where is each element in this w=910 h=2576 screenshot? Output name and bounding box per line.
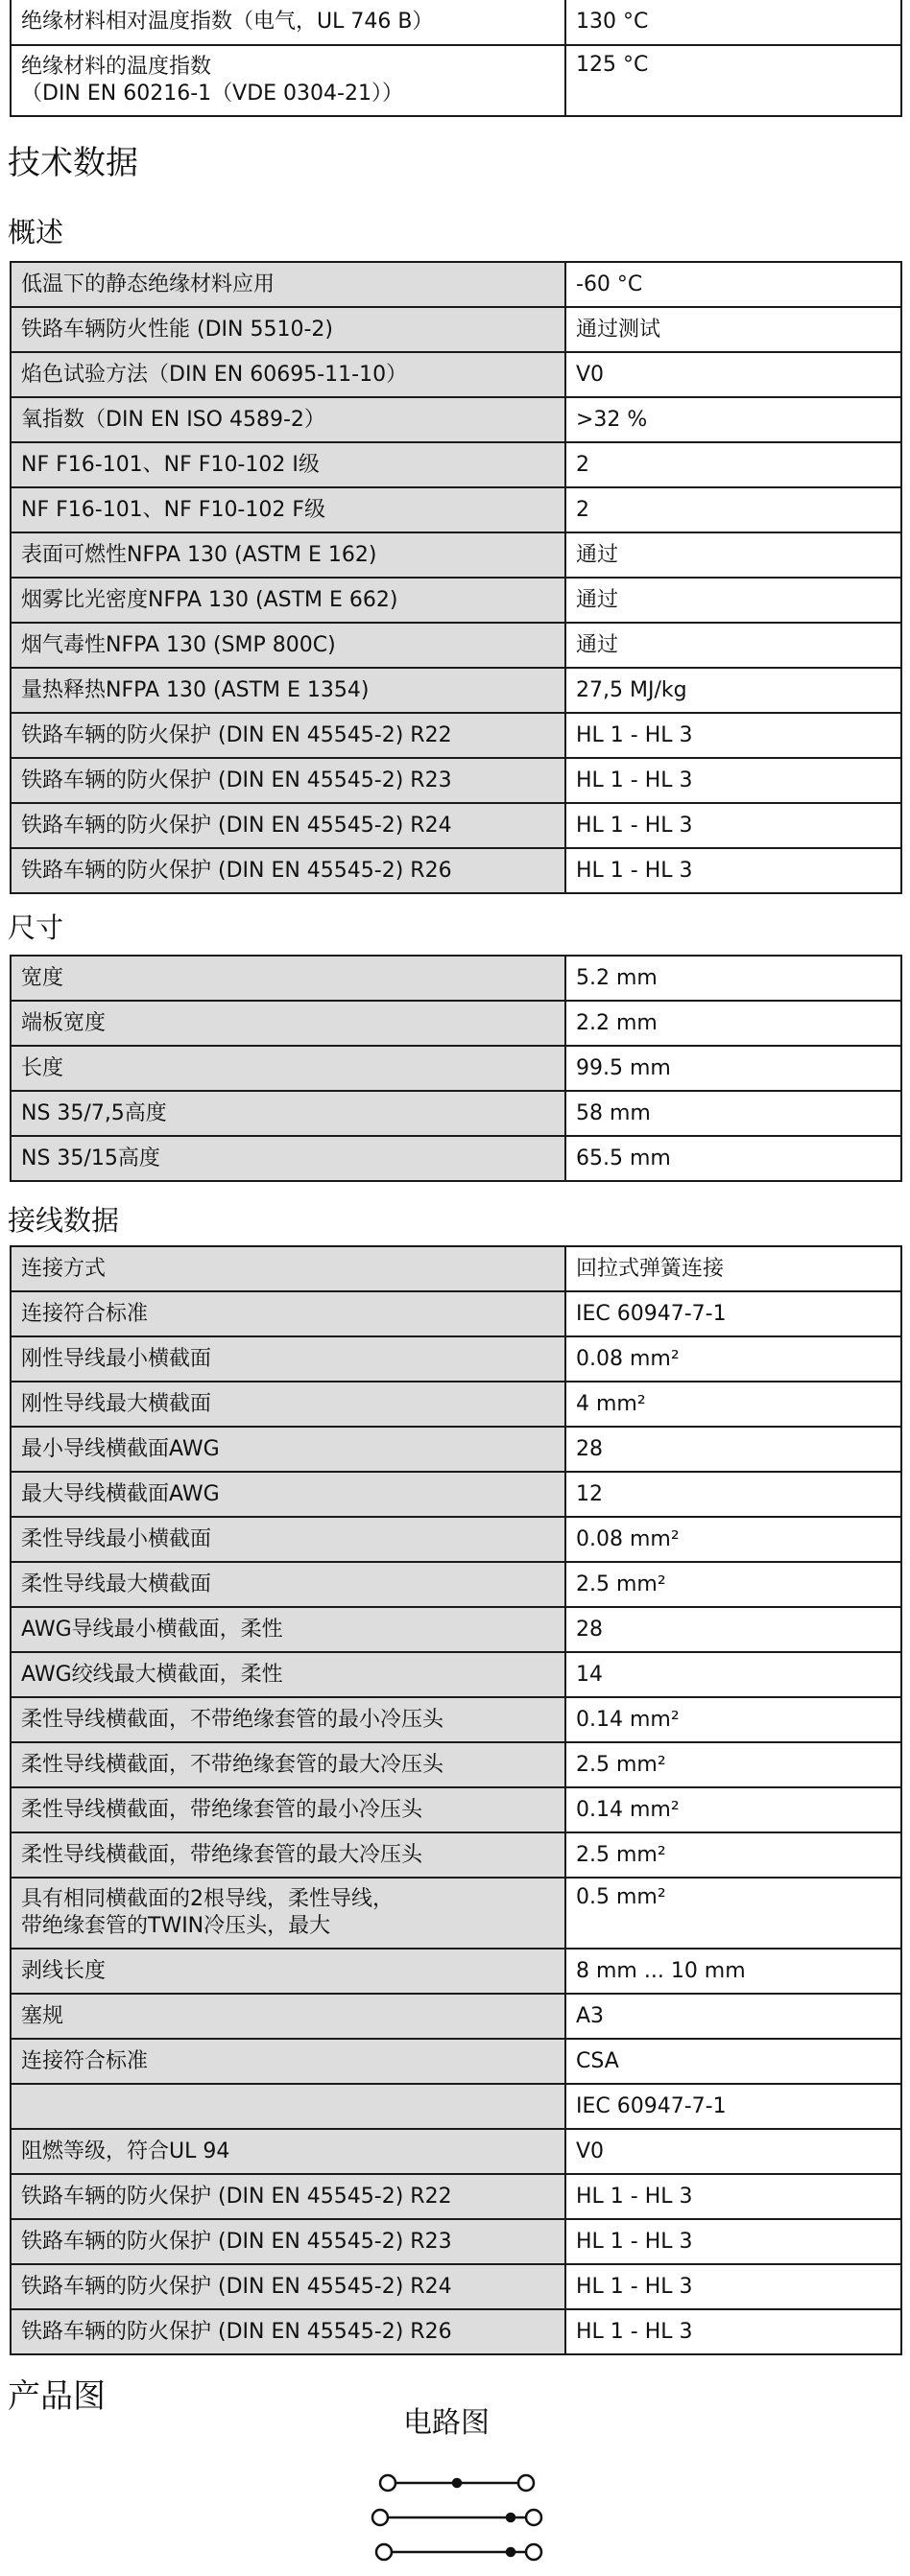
- row-label-line: （DIN EN 60216-1（VDE 0304-21））: [21, 82, 403, 106]
- row-label: 塞规: [11, 1994, 565, 2039]
- row-value: 通过: [565, 578, 901, 623]
- row-value: 0.14 mm²: [565, 1697, 901, 1742]
- table-row: [11, 397, 901, 442]
- row-value: HL 1 - HL 3: [565, 2309, 901, 2354]
- table-row: [11, 1046, 901, 1091]
- row-value: A3: [565, 1994, 901, 2039]
- row-label: 柔性导线横截面，不带绝缘套管的最大冷压头: [11, 1742, 565, 1787]
- dimensions-table: [10, 955, 902, 1182]
- table-row: [11, 2039, 901, 2084]
- row-label: 表面可燃性NFPA 130 (ASTM E 162): [11, 532, 565, 578]
- table-row: [11, 352, 901, 397]
- circuit-diagram-icon: [365, 2456, 557, 2571]
- table-row: [11, 1994, 901, 2039]
- row-label: 绝缘材料相对温度指数（电气，UL 746 B）: [11, 0, 565, 45]
- table-row: [11, 0, 901, 45]
- table-row: [11, 623, 901, 668]
- table-row: [11, 1517, 901, 1562]
- row-label: [11, 45, 565, 116]
- table-row: [11, 307, 901, 352]
- row-value: 27,5 MJ/kg: [565, 668, 901, 713]
- table-row: [11, 1291, 901, 1336]
- row-value: IEC 60947-7-1: [565, 2084, 901, 2129]
- table-row: [11, 1787, 901, 1832]
- table-row: [11, 578, 901, 623]
- table-row: [11, 2219, 901, 2264]
- row-label: 铁路车辆的防火保护 (DIN EN 45545-2) R26: [11, 2309, 565, 2354]
- row-value: V0: [565, 352, 901, 397]
- row-value: 0.08 mm²: [565, 1336, 901, 1382]
- row-label: NS 35/7,5高度: [11, 1091, 565, 1136]
- row-value: 2.5 mm²: [565, 1562, 901, 1607]
- table-row: [11, 2129, 901, 2174]
- row-label: 连接符合标准: [11, 2039, 565, 2084]
- row-value: CSA: [565, 2039, 901, 2084]
- subsection-title-connection: 接线数据: [8, 1204, 120, 1237]
- row-value: 0.08 mm²: [565, 1517, 901, 1562]
- row-value: 12: [565, 1472, 901, 1517]
- overview-table: [10, 261, 902, 894]
- row-label: 连接符合标准: [11, 1291, 565, 1336]
- row-value: 通过: [565, 532, 901, 578]
- row-value: 2.2 mm: [565, 1001, 901, 1046]
- row-label: 铁路车辆的防火保护 (DIN EN 45545-2) R24: [11, 803, 565, 848]
- table-row: [11, 1091, 901, 1136]
- row-label: 端板宽度: [11, 1001, 565, 1046]
- row-label: 连接方式: [11, 1246, 565, 1291]
- subsection-title-dimensions: 尺寸: [8, 911, 64, 944]
- row-label: AWG导线最小横截面，柔性: [11, 1607, 565, 1652]
- row-label: [11, 1878, 565, 1949]
- row-value: 回拉式弹簧连接: [565, 1246, 901, 1291]
- row-value: 58 mm: [565, 1091, 901, 1136]
- row-value: IEC 60947-7-1: [565, 1291, 901, 1336]
- row-label: 铁路车辆防火性能 (DIN 5510-2): [11, 307, 565, 352]
- row-value: 14: [565, 1652, 901, 1697]
- table-row: [11, 668, 901, 713]
- row-label: 柔性导线横截面，不带绝缘套管的最小冷压头: [11, 1697, 565, 1742]
- table-row: [11, 956, 901, 1001]
- row-label-line: 具有相同横截面的2根导线，柔性导线，: [21, 1887, 394, 1911]
- row-value: >32 %: [565, 397, 901, 442]
- row-value: 通过测试: [565, 307, 901, 352]
- row-value: 0.5 mm²: [565, 1878, 901, 1949]
- circuit-line-1: [380, 2475, 534, 2491]
- row-value: 0.14 mm²: [565, 1787, 901, 1832]
- table-row: [11, 758, 901, 803]
- table-row: [11, 1652, 901, 1697]
- table-row: [11, 1697, 901, 1742]
- table-row: [11, 2174, 901, 2219]
- section-title-product-images: 产品图: [8, 2377, 106, 2416]
- circuit-line-2: [372, 2510, 541, 2525]
- row-label-line: 绝缘材料的温度指数: [21, 55, 212, 79]
- row-value: 65.5 mm: [565, 1136, 901, 1181]
- row-value: 通过: [565, 623, 901, 668]
- row-label: 烟气毒性NFPA 130 (SMP 800C): [11, 623, 565, 668]
- row-label: 最大导线横截面AWG: [11, 1472, 565, 1517]
- row-value: 28: [565, 1607, 901, 1652]
- row-value: 4 mm²: [565, 1382, 901, 1427]
- table-row: [11, 442, 901, 487]
- table-row: [11, 1336, 901, 1382]
- row-value: V0: [565, 2129, 901, 2174]
- row-value: HL 1 - HL 3: [565, 758, 901, 803]
- table-row: [11, 2084, 901, 2129]
- table-row: [11, 262, 901, 307]
- row-label: NS 35/15高度: [11, 1136, 565, 1181]
- row-label: 铁路车辆的防火保护 (DIN EN 45545-2) R23: [11, 758, 565, 803]
- row-label: 氧指数（DIN EN ISO 4589-2）: [11, 397, 565, 442]
- row-value: 2.5 mm²: [565, 1742, 901, 1787]
- table-row: [11, 1742, 901, 1787]
- table-row: [11, 1607, 901, 1652]
- table-row: [11, 1949, 901, 1994]
- row-label: 阻燃等级，符合UL 94: [11, 2129, 565, 2174]
- row-value: 125 °C: [565, 45, 901, 116]
- row-value: 99.5 mm: [565, 1046, 901, 1091]
- row-value: HL 1 - HL 3: [565, 803, 901, 848]
- row-label: 铁路车辆的防火保护 (DIN EN 45545-2) R22: [11, 2174, 565, 2219]
- row-value: HL 1 - HL 3: [565, 2174, 901, 2219]
- row-value: 8 mm ... 10 mm: [565, 1949, 901, 1994]
- section-title-tech-data: 技术数据: [8, 144, 138, 182]
- table-row: [11, 1246, 901, 1291]
- row-label: [11, 2084, 565, 2129]
- table-row: [11, 487, 901, 532]
- overview-rows: [11, 262, 901, 893]
- row-label: 柔性导线最大横截面: [11, 1562, 565, 1607]
- row-label: NF F16-101、NF F10-102 I级: [11, 442, 565, 487]
- table-row: [11, 1562, 901, 1607]
- subsection-title-overview: 概述: [8, 216, 64, 248]
- row-value: HL 1 - HL 3: [565, 2264, 901, 2309]
- row-label: 烟雾比光密度NFPA 130 (ASTM E 662): [11, 578, 565, 623]
- table-row: [11, 1427, 901, 1472]
- circuit-line-3: [376, 2544, 541, 2560]
- row-value: HL 1 - HL 3: [565, 713, 901, 758]
- row-value: 5.2 mm: [565, 956, 901, 1001]
- table-row: [11, 1382, 901, 1427]
- row-label: 柔性导线横截面，带绝缘套管的最大冷压头: [11, 1832, 565, 1878]
- row-label: 刚性导线最大横截面: [11, 1382, 565, 1427]
- row-label: AWG绞线最大横截面，柔性: [11, 1652, 565, 1697]
- row-value: 2.5 mm²: [565, 1832, 901, 1878]
- row-value: -60 °C: [565, 262, 901, 307]
- table-row: [11, 848, 901, 893]
- row-label: 宽度: [11, 956, 565, 1001]
- row-value: 2: [565, 442, 901, 487]
- row-label: 柔性导线横截面，带绝缘套管的最小冷压头: [11, 1787, 565, 1832]
- table-row: [11, 1472, 901, 1517]
- row-label: 铁路车辆的防火保护 (DIN EN 45545-2) R24: [11, 2264, 565, 2309]
- row-label: 柔性导线最小横截面: [11, 1517, 565, 1562]
- row-value: 130 °C: [565, 0, 901, 45]
- row-value: HL 1 - HL 3: [565, 2219, 901, 2264]
- table-row: [11, 1001, 901, 1046]
- connection-table: [10, 1245, 902, 2355]
- table-row: [11, 1136, 901, 1181]
- intro-table: [10, 0, 902, 117]
- row-label-line: 带绝缘套管的TWIN冷压头，最大: [21, 1914, 331, 1938]
- row-label: 低温下的静态绝缘材料应用: [11, 262, 565, 307]
- row-label: 铁路车辆的防火保护 (DIN EN 45545-2) R26: [11, 848, 565, 893]
- table-row: [11, 2309, 901, 2354]
- circuit-diagram-title: 电路图: [403, 2406, 490, 2440]
- row-label: 剥线长度: [11, 1949, 565, 1994]
- table-row: [11, 2264, 901, 2309]
- table-row: [11, 803, 901, 848]
- row-value: HL 1 - HL 3: [565, 848, 901, 893]
- table-row: [11, 1832, 901, 1878]
- row-value: 2: [565, 487, 901, 532]
- table-row: [11, 532, 901, 578]
- table-row: [11, 45, 901, 116]
- row-label: 量热释热NFPA 130 (ASTM E 1354): [11, 668, 565, 713]
- table-row: [11, 713, 901, 758]
- connection-rows: [11, 1246, 901, 2354]
- row-label: 刚性导线最小横截面: [11, 1336, 565, 1382]
- row-label: 铁路车辆的防火保护 (DIN EN 45545-2) R23: [11, 2219, 565, 2264]
- table-row: [11, 1878, 901, 1949]
- row-label: 焰色试验方法（DIN EN 60695-11-10）: [11, 352, 565, 397]
- row-label: 铁路车辆的防火保护 (DIN EN 45545-2) R22: [11, 713, 565, 758]
- row-label: NF F16-101、NF F10-102 F级: [11, 487, 565, 532]
- row-label: 最小导线横截面AWG: [11, 1427, 565, 1472]
- row-label: 长度: [11, 1046, 565, 1091]
- dimensions-rows: [11, 956, 901, 1181]
- row-value: 28: [565, 1427, 901, 1472]
